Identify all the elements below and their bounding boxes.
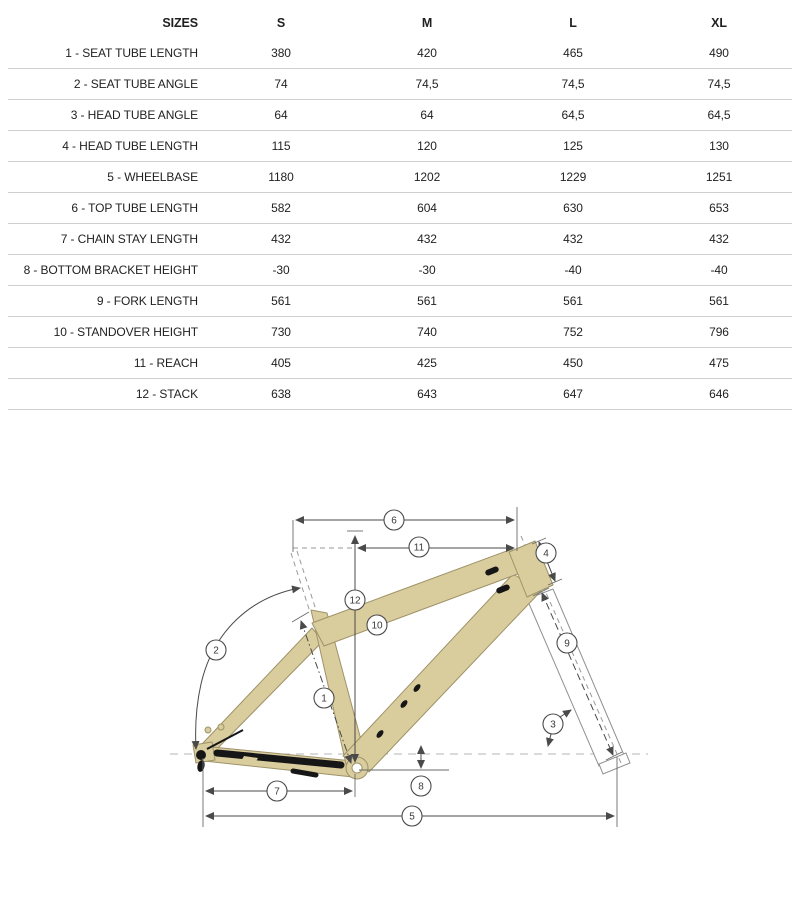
bottom-bracket-hole: [352, 763, 362, 773]
header-col-xl: XL: [711, 16, 727, 30]
cell-value: 752: [563, 325, 583, 339]
row-label: 4 - HEAD TUBE LENGTH: [62, 139, 198, 153]
callout-7: [267, 781, 287, 801]
cell-value: 64,5: [707, 108, 731, 122]
table-row: [8, 100, 792, 131]
cell-value: 561: [709, 294, 729, 308]
header-col-s: S: [276, 16, 286, 30]
table-header-row: [8, 8, 792, 38]
row-label: 11 - REACH: [133, 356, 198, 370]
geometry-table: [8, 8, 792, 410]
table-row: [8, 162, 792, 193]
row-label: 9 - FORK LENGTH: [96, 294, 198, 308]
leader-head-angle-3: [548, 734, 551, 746]
row-label: 7 - CHAIN STAY LENGTH: [60, 232, 198, 246]
cell-value: 130: [709, 139, 729, 153]
cell-value: 475: [709, 356, 729, 370]
header-sizes: SIZES: [162, 16, 198, 30]
table-row: [8, 286, 792, 317]
svg-text:3: 3: [550, 719, 556, 731]
cell-value: 653: [709, 201, 729, 215]
svg-text:1: 1: [321, 693, 327, 705]
svg-text:6: 6: [391, 515, 397, 527]
table-row: [8, 379, 792, 410]
cell-value: 74,5: [415, 77, 439, 91]
cell-value: 64,5: [561, 108, 585, 122]
cell-value: 643: [417, 387, 437, 401]
cell-value: 74,5: [707, 77, 731, 91]
table-row: [8, 131, 792, 162]
row-label: 1 - SEAT TUBE LENGTH: [65, 46, 198, 60]
callout-5: [402, 806, 422, 826]
cell-value: 646: [709, 387, 729, 401]
cell-value: 120: [417, 139, 437, 153]
cell-value: -40: [710, 263, 728, 277]
cell-value: 582: [271, 201, 291, 215]
callout-3: [543, 714, 563, 734]
cell-value: 561: [563, 294, 583, 308]
seat-top-tick: [292, 612, 309, 622]
rear-axle: [196, 750, 206, 760]
cell-value: -40: [564, 263, 582, 277]
table-row: [8, 224, 792, 255]
cell-value: 432: [563, 232, 583, 246]
cell-value: 380: [271, 46, 291, 60]
cell-value: 1202: [413, 170, 441, 184]
cell-value: 420: [417, 46, 437, 60]
cell-value: 638: [271, 387, 291, 401]
dimension-lines: [196, 520, 614, 816]
leader-head-angle-3: [560, 710, 571, 717]
header-col-m: M: [421, 16, 433, 30]
cell-value: 425: [417, 356, 437, 370]
cell-value: 432: [709, 232, 729, 246]
cell-value: 740: [417, 325, 437, 339]
callout-1: [314, 688, 334, 708]
cell-value: 630: [563, 201, 583, 215]
cell-value: 604: [417, 201, 437, 215]
cell-value: 465: [563, 46, 583, 60]
cell-value: 64: [274, 108, 288, 122]
callout-11: [409, 537, 429, 557]
svg-text:4: 4: [543, 548, 549, 560]
row-label: 6 - TOP TUBE LENGTH: [71, 201, 198, 215]
cell-value: 74: [274, 77, 288, 91]
row-label: 2 - SEAT TUBE ANGLE: [73, 77, 198, 91]
cell-value: 1229: [559, 170, 587, 184]
callout-8: [411, 776, 431, 796]
cell-value: 405: [271, 356, 291, 370]
rack-mount-boss: [205, 727, 211, 733]
fork: [527, 589, 630, 774]
row-label: 12 - STACK: [135, 387, 198, 401]
rack-mount-boss: [218, 724, 224, 730]
row-label: 3 - HEAD TUBE ANGLE: [70, 108, 198, 122]
cell-value: 1251: [705, 170, 733, 184]
cell-value: 450: [563, 356, 583, 370]
callout-2: [206, 640, 226, 660]
cell-value: 796: [709, 325, 729, 339]
cell-value: 432: [417, 232, 437, 246]
cell-value: 561: [271, 294, 291, 308]
cell-value: 64: [420, 108, 434, 122]
construction-lines: [291, 548, 352, 612]
callout-12: [345, 590, 365, 610]
svg-text:7: 7: [274, 786, 280, 798]
svg-text:10: 10: [371, 620, 383, 632]
header-col-l: L: [569, 16, 577, 30]
cell-value: 730: [271, 325, 291, 339]
svg-text:9: 9: [564, 638, 570, 650]
table-row: [8, 193, 792, 224]
row-label: 5 - WHEELBASE: [107, 170, 198, 184]
svg-text:12: 12: [349, 595, 361, 607]
callout-9: [557, 633, 577, 653]
cell-value: 115: [271, 139, 291, 153]
cell-value: 561: [417, 294, 437, 308]
cell-value: 647: [563, 387, 583, 401]
callout-10: [367, 615, 387, 635]
callout-6: [384, 510, 404, 530]
frame-geometry-diagram: [0, 430, 800, 893]
svg-text:5: 5: [409, 811, 415, 823]
table-row: [8, 69, 792, 100]
svg-text:8: 8: [418, 781, 424, 793]
cell-value: 490: [709, 46, 729, 60]
row-label: 8 - BOTTOM BRACKET HEIGHT: [23, 263, 198, 277]
callout-4: [536, 543, 556, 563]
table-row: [8, 255, 792, 286]
cell-value: 125: [563, 139, 583, 153]
svg-text:2: 2: [213, 645, 219, 657]
table-row: [8, 38, 792, 69]
cell-value: 1180: [268, 170, 294, 184]
cell-value: -30: [272, 263, 290, 277]
row-label: 10 - STANDOVER HEIGHT: [53, 325, 198, 339]
table-row: [8, 317, 792, 348]
svg-text:11: 11: [413, 542, 425, 554]
cell-value: 74,5: [561, 77, 585, 91]
frame: [193, 541, 553, 779]
cell-value: 432: [271, 232, 291, 246]
table-row: [8, 348, 792, 379]
cell-value: -30: [418, 263, 436, 277]
